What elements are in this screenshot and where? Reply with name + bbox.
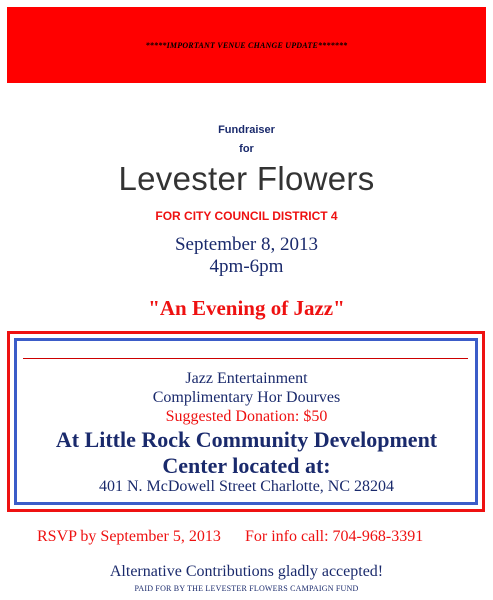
venue-address: 401 N. McDowell Street Charlotte, NC 28204 (98, 478, 395, 495)
entertainment-line: Jazz Entertainment (185, 370, 308, 387)
event-date: September 8, 2013 (174, 234, 318, 255)
for-label: for (239, 143, 254, 155)
details-divider (23, 358, 468, 359)
donation-line: Suggested Donation: $50 (165, 408, 328, 425)
event-tagline: "An Evening of Jazz" (148, 296, 345, 320)
alternative-contributions: Alternative Contributions gladly accepted! (109, 563, 384, 580)
office-label: FOR CITY COUNCIL DISTRICT 4 (155, 209, 338, 223)
rsvp-line: RSVP by September 5, 2013 (37, 528, 221, 545)
candidate-name: Levester Flowers (118, 160, 375, 197)
venue-line-1: At Little Rock Community Development (55, 427, 438, 452)
venue-change-banner (7, 7, 486, 83)
banner-text: *****IMPORTANT VENUE CHANGE UPDATE******* (145, 40, 348, 50)
event-time: 4pm-6pm (209, 256, 284, 277)
fundraiser-label: Fundraiser (218, 124, 275, 136)
info-phone-line: For info call: 704-968-3391 (245, 528, 424, 545)
food-line: Complimentary Hor Dourves (152, 389, 341, 406)
paid-for-disclaimer: PAID FOR BY THE LEVESTER FLOWERS CAMPAIGN FUND (134, 584, 359, 593)
venue-line-2: Center located at: (162, 453, 331, 478)
